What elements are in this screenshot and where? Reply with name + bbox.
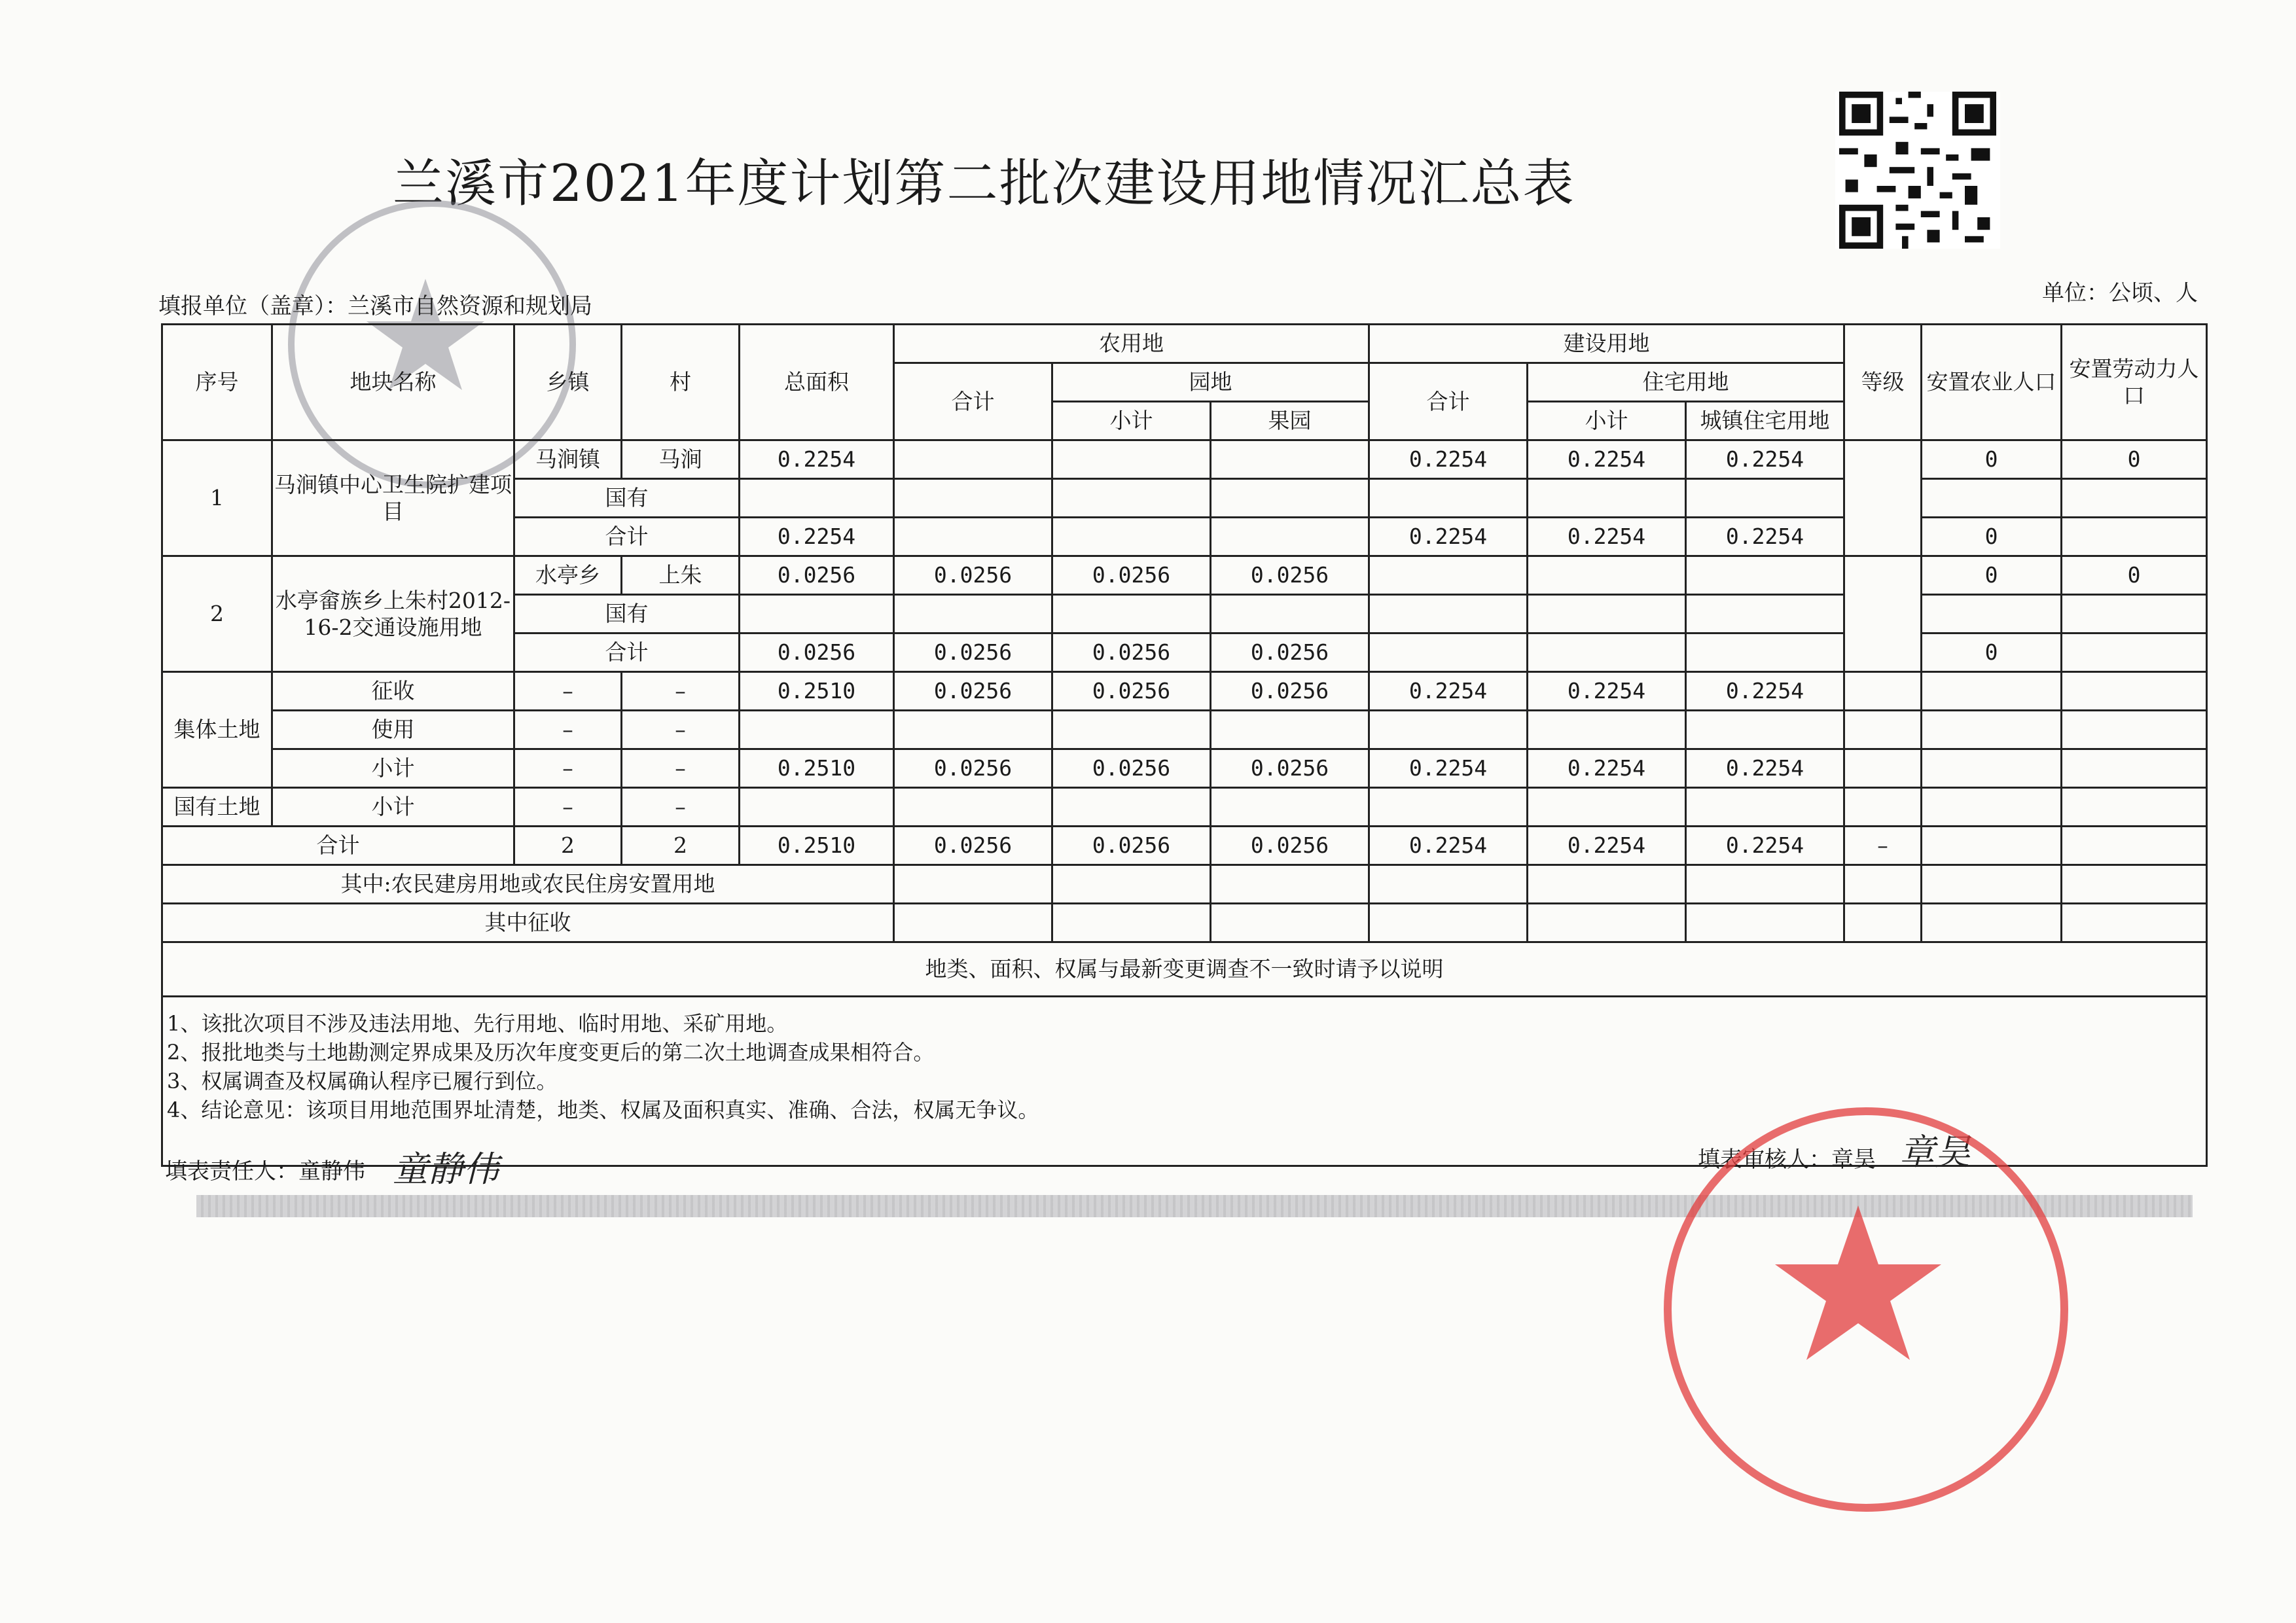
collective-zs-build: 0.2254 <box>1369 672 1528 711</box>
header-seq: 序号 <box>162 325 272 440</box>
collective-sy-village: – <box>622 711 740 749</box>
p1-farm: 0 <box>1922 440 2062 479</box>
discrepancy-note: 地类、面积、权属与最新变更调查不一致时请予以说明 <box>162 942 2207 997</box>
collective-xj-garden: 0.0256 <box>1052 749 1211 788</box>
p2-total: 0.0256 <box>740 556 894 595</box>
p1-urban-res: 0.2254 <box>1686 440 1844 479</box>
table-row <box>162 827 2207 865</box>
p2-village: 上朱 <box>622 556 740 595</box>
table-row <box>162 672 2207 711</box>
p2-state-label: 国有 <box>514 595 740 633</box>
header-agri: 农用地 <box>894 325 1369 363</box>
collective-xj-agri: 0.0256 <box>894 749 1052 788</box>
expropriation-row: 其中征收 <box>162 904 894 942</box>
collective-xj-total: 0.2510 <box>740 749 894 788</box>
grand-res: 0.2254 <box>1528 827 1686 865</box>
p1-total: 0.2254 <box>740 440 894 479</box>
p1-seq: 1 <box>162 440 272 556</box>
p2-sum-farm: 0 <box>1922 633 2062 672</box>
table-row <box>162 904 2207 942</box>
reviewer-signature: 章昊 <box>1899 1132 1970 1173</box>
p1-labor: 0 <box>2062 440 2207 479</box>
collective-sy-town: – <box>514 711 622 749</box>
p2-sum-garden: 0.0256 <box>1052 633 1211 672</box>
p1-state-label: 国有 <box>514 479 740 518</box>
note-1: 1、该批次项目不涉及违法用地、先行用地、临时用地、采矿用地。 <box>167 1011 788 1036</box>
p1-sum-res: 0.2254 <box>1528 518 1686 556</box>
header-build-sum: 合计 <box>1369 363 1528 440</box>
collective-zs-town: – <box>514 672 622 711</box>
collective-label: 集体土地 <box>162 672 272 788</box>
header-garden: 园地 <box>1052 363 1369 402</box>
p2-agri-sum: 0.0256 <box>894 556 1052 595</box>
red-official-seal <box>1664 1107 2068 1512</box>
qr-code-icon <box>1835 92 2000 249</box>
header-orchard: 果园 <box>1211 402 1369 440</box>
header-build: 建设用地 <box>1369 325 1844 363</box>
header-garden-sub: 小计 <box>1052 402 1211 440</box>
filler-label: 填表责任人：童静伟 <box>165 1158 365 1185</box>
p1-sum-build: 0.2254 <box>1369 518 1528 556</box>
collective-zs-res: 0.2254 <box>1528 672 1686 711</box>
collective-xj-orchard: 0.0256 <box>1211 749 1369 788</box>
p1-sum-farm: 0 <box>1922 518 2062 556</box>
state-land-sub: 小计 <box>272 788 514 827</box>
collective-zs-urban: 0.2254 <box>1686 672 1844 711</box>
header-total: 总面积 <box>740 325 894 440</box>
header-village: 村 <box>622 325 740 440</box>
collective-xj-village: – <box>622 749 740 788</box>
filler-signature: 童静伟 <box>393 1149 499 1190</box>
p2-town: 水亭乡 <box>514 556 622 595</box>
p2-labor: 0 <box>2062 556 2207 595</box>
header-residential: 住宅用地 <box>1528 363 1844 402</box>
collective-zs-agri: 0.0256 <box>894 672 1052 711</box>
header-grade: 等级 <box>1844 325 1922 440</box>
reporting-unit: 填报单位（盖章）：兰溪市自然资源和规划局 <box>158 293 592 319</box>
p2-sum-agri: 0.0256 <box>894 633 1052 672</box>
state-land-village: – <box>622 788 740 827</box>
page-title: 兰溪市2021年度计划第二批次建设用地情况汇总表 <box>393 154 1575 213</box>
table-row <box>162 942 2207 997</box>
grand-village: 2 <box>622 827 740 865</box>
farmer-housing-row: 其中:农民建房用地或农民住房安置用地 <box>162 865 894 904</box>
p1-sum-total: 0.2254 <box>740 518 894 556</box>
grand-total: 0.2510 <box>740 827 894 865</box>
note-4: 4、结论意见：该项目用地范围界址清楚，地类、权属及面积真实、准确、合法，权属无争议。 <box>167 1097 1039 1122</box>
state-land-label: 国有土地 <box>162 788 272 827</box>
table-row <box>162 440 2207 479</box>
reviewer-label: 填表审核人：章昊 <box>1698 1147 1876 1173</box>
header-urban-res: 城镇住宅用地 <box>1686 402 1844 440</box>
unit-label: 单位：公顷、人 <box>2042 280 2198 306</box>
p2-sum-label: 合计 <box>514 633 740 672</box>
collective-xj-build: 0.2254 <box>1369 749 1528 788</box>
table-row <box>162 865 2207 904</box>
header-town: 乡镇 <box>514 325 622 440</box>
grand-garden: 0.0256 <box>1052 827 1211 865</box>
header-name: 地块名称 <box>272 325 514 440</box>
collective-zs-garden: 0.0256 <box>1052 672 1211 711</box>
grand-urban: 0.2254 <box>1686 827 1844 865</box>
p1-name: 马涧镇中心卫生院扩建项目 <box>272 440 514 556</box>
p1-sum-urban: 0.2254 <box>1686 518 1844 556</box>
p2-sum-orchard: 0.0256 <box>1211 633 1369 672</box>
table-row <box>162 711 2207 749</box>
p2-orchard: 0.0256 <box>1211 556 1369 595</box>
table-row <box>162 749 2207 788</box>
collective-xj-town: – <box>514 749 622 788</box>
grand-build: 0.2254 <box>1369 827 1528 865</box>
collective-zs-village: – <box>622 672 740 711</box>
header-resettle-labor: 安置劳动力人口 <box>2062 325 2207 440</box>
land-summary-table <box>161 323 2208 1167</box>
header-res-sub: 小计 <box>1528 402 1686 440</box>
header-agri-sum: 合计 <box>894 363 1052 440</box>
note-3: 3、权属调查及权属确认程序已履行到位。 <box>167 1069 558 1094</box>
p2-sum-total: 0.0256 <box>740 633 894 672</box>
collective-xj-urban: 0.2254 <box>1686 749 1844 788</box>
note-2: 2、报批地类与土地勘测定界成果及历次年度变更后的第二次土地调查成果相符合。 <box>167 1040 935 1065</box>
p1-build-sum: 0.2254 <box>1369 440 1528 479</box>
table-row <box>162 556 2207 595</box>
p2-name: 水亭畲族乡上朱村2012-16-2交通设施用地 <box>272 556 514 672</box>
p2-garden-sub: 0.0256 <box>1052 556 1211 595</box>
p1-town: 马涧镇 <box>514 440 622 479</box>
collective-zs-orchard: 0.0256 <box>1211 672 1369 711</box>
grand-label: 合计 <box>162 827 514 865</box>
grand-grade: – <box>1844 827 1922 865</box>
header-resettle-farm: 安置农业人口 <box>1922 325 2062 440</box>
p2-seq: 2 <box>162 556 272 672</box>
collective-zs-label: 征收 <box>272 672 514 711</box>
collective-sy-label: 使用 <box>272 711 514 749</box>
p1-res-sub: 0.2254 <box>1528 440 1686 479</box>
table-row <box>162 788 2207 827</box>
grand-orchard: 0.0256 <box>1211 827 1369 865</box>
p1-village: 马涧 <box>622 440 740 479</box>
p1-sum-label: 合计 <box>514 518 740 556</box>
collective-xj-res: 0.2254 <box>1528 749 1686 788</box>
collective-zs-total: 0.2510 <box>740 672 894 711</box>
grand-town: 2 <box>514 827 622 865</box>
collective-xj-label: 小计 <box>272 749 514 788</box>
p2-farm: 0 <box>1922 556 2062 595</box>
state-land-town: – <box>514 788 622 827</box>
grand-agri: 0.0256 <box>894 827 1052 865</box>
